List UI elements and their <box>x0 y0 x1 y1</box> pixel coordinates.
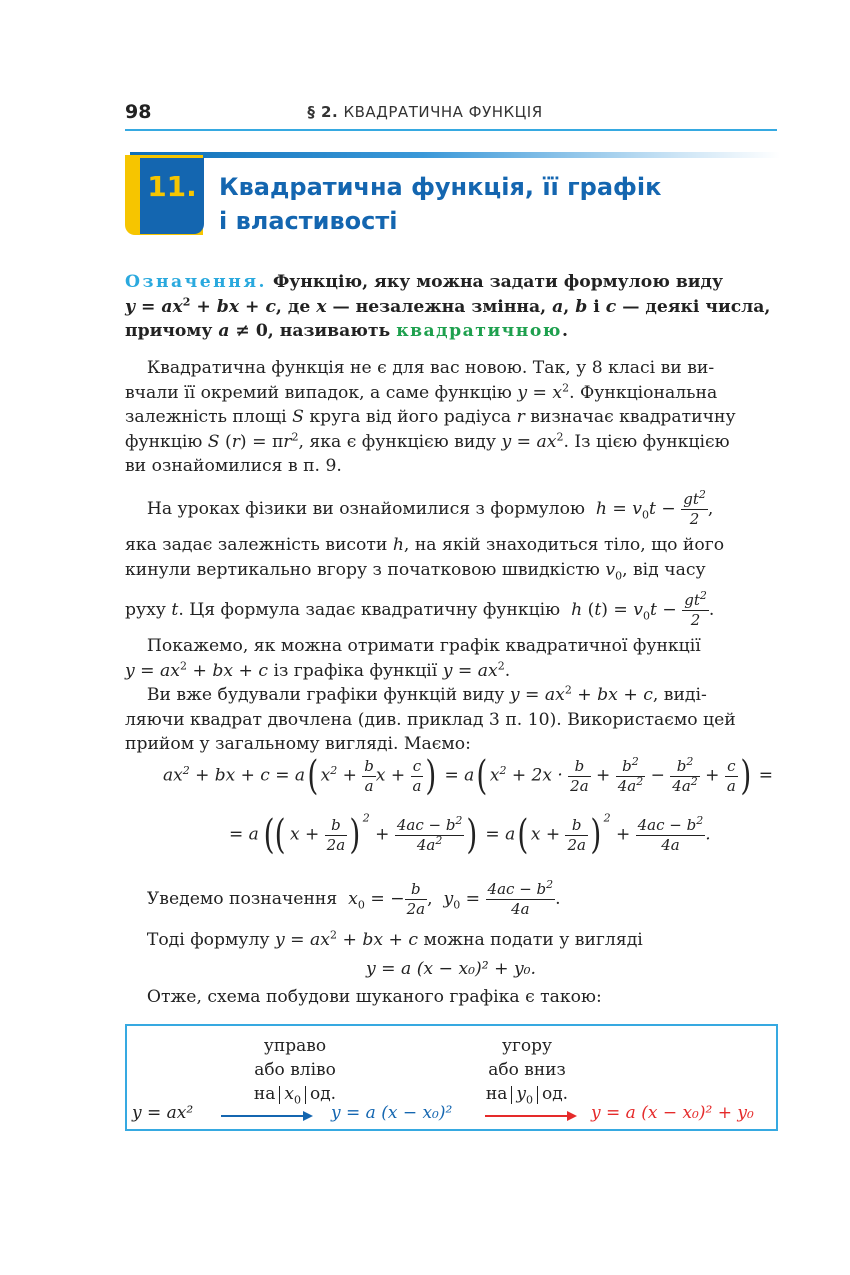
transformation-scheme <box>125 1024 778 1131</box>
arrow-right-red-icon <box>483 1110 579 1122</box>
shift-vertical-label1: угору <box>501 1036 553 1056</box>
equation-line-2: = a (( x + $\frac{b}{2a}$ ) $^2$ + $\frac{4ac - b^2}{4a^2}$ ) = a( x + $\frac{b}{2a}$ ) $^2$ + $\frac{4ac - b^2}{4a}$ . <box>229 811 711 858</box>
paragraph-physics-end: руху t. Ця формула задає квадратичну функцію h $(t) = v_0t$ − $\frac{gt^2}{2}$ . <box>125 589 715 629</box>
paragraph-method: Ви вже будували графіки функцій виду $y = ax^2$ + bx + c, виді- ляючи квадрат двочлена (див. приклад 3 п. 10). Використаємо цей прийом у загальному вигляді. Маємо: <box>125 683 736 754</box>
header-rule <box>125 129 777 131</box>
shift-horizontal-label2: або вліво <box>254 1060 336 1080</box>
section-title-band <box>130 152 780 158</box>
arrow-right-icon <box>219 1110 315 1122</box>
section-ref: § 2. <box>307 103 339 121</box>
paragraph-scheme-intro: Отже, схема побудови шуканого графіка є такою: <box>146 987 602 1007</box>
paragraph-notation: Уведемо позначення $x_0$ = − $\frac{b}{2a}$ , $y_0$ = $\frac{4ac - b^2}{4a}$ . <box>146 878 561 918</box>
shift-horizontal-label1: управо <box>263 1036 327 1056</box>
fraction-gt2-over-2: $\frac{gt^2}{2}$ <box>683 488 706 528</box>
paragraph-physics-cont: яка задає залежність висоти h, на якій знаходиться тіло, що його кинули вертикально вгору з початковою швидкістю $v_0$, від часу <box>125 535 725 582</box>
page-number: 98 <box>125 101 152 123</box>
section-number: 11. <box>147 170 197 203</box>
paragraph-physics: На уроках фізики ви ознайомилися з формулою $h = v_0t$ − $\frac{gt^2}{2}$ , <box>146 488 714 528</box>
scheme-mid-function: y = a (x − x₀)² <box>331 1103 453 1123</box>
paragraph-intro: Квадратична функція не є для вас новою. Так, у 8 класі ви ви- вчали її окремий випадок, а саме функцію $y = x^2$. Функціональна залежність площі S круга від його радіуса r визначає квадратичну функцію S $(r) = \pi r^2$, яка є функцією виду $y = ax^2$. Із цією функцією ви ознайомилися в п. 9. <box>125 358 736 476</box>
definition-paragraph: Означення. Функцію, яку можна задати формулою виду $y = ax^2$ + bx + c, де x — незалежна змінна, a, b і c — деякі числа, причому a ≠ 0, називають квадратичною. <box>125 272 771 341</box>
scheme-start-function: y = ax² <box>132 1103 194 1123</box>
scheme-end-function: y = a (x − x₀)² + y₀ <box>591 1103 754 1123</box>
section-title-line2: і властивості <box>219 207 398 235</box>
shift-horizontal-label3: на $x_0$ од. <box>253 1084 337 1107</box>
definition-label: Означення. <box>125 272 268 292</box>
shift-vertical-label3: на $y_0$ од. <box>485 1084 569 1107</box>
section-title <box>219 170 661 238</box>
paragraph-then: Тоді формулу $y = ax^2$ + bx + c можна подати у вигляді <box>146 928 643 950</box>
paragraph-show: Покажемо, як можна отримати графік квадратичної функції $y = ax^2$ + bx + c із графіка функції $y = ax^2$. <box>125 636 701 681</box>
defined-term: квадратичною <box>396 321 562 341</box>
fraction-gt2-over-2-b: $\frac{gt^2}{2}$ <box>684 589 707 629</box>
section-title-line1: Квадратична функція, її графік <box>219 173 662 201</box>
equation-line-1: $ax^2$ + bx + c = a( $x^2$ + $\frac{b}{a}$ x + $\frac{c}{a}$ ) = a( $x^2 + 2x$ · $\frac{b}{2a}$ + $\frac{b^2}{4a^2}$ − $\frac{b^2}{4a^2}$ + $\frac{c}{a}$ ) = <box>163 753 774 799</box>
shift-vertical-label2: або вниз <box>488 1060 566 1080</box>
section-header-title: КВАДРАТИЧНА ФУНКЦІЯ <box>343 103 543 121</box>
vertex-form: y = a (x − x₀)² + y₀. <box>365 959 537 979</box>
running-header <box>0 103 850 121</box>
